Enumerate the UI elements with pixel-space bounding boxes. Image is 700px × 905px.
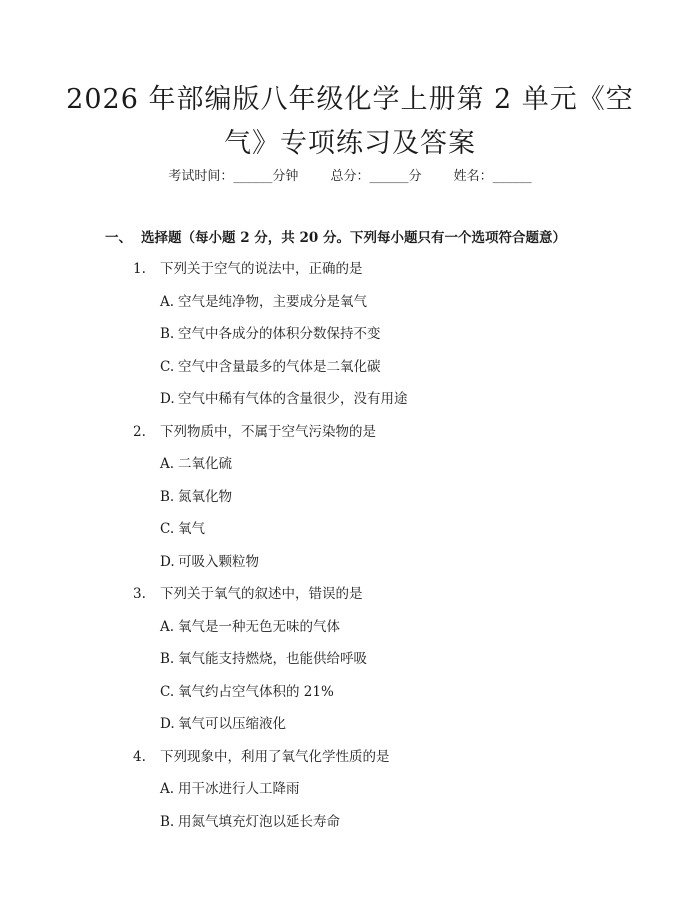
total-score-unit: 分: [408, 169, 422, 184]
option-label: D.: [160, 553, 175, 570]
option-label: B.: [160, 651, 175, 667]
exam-time-label: 考试时间：: [168, 169, 234, 184]
option-label: C.: [160, 521, 175, 537]
option-text: 氧气可以压缩液化: [178, 716, 286, 732]
section-number: 一、: [105, 230, 132, 246]
section-title: 选择题（每小题 2 分，共 20 分。下列每小题只有一个选项符合题意）: [141, 230, 566, 246]
exam-time-blank: ______: [233, 169, 273, 184]
question-text: 下列物质中，不属于空气污染物的是: [160, 423, 376, 440]
question-1-option-b: [0, 324, 700, 357]
question-2-option-c: [0, 519, 700, 552]
student-name-field: [454, 168, 532, 186]
option-label: A.: [160, 781, 175, 797]
option-label: A.: [160, 293, 175, 310]
question-text: 下列现象中，利用了氧气化学性质的是: [160, 748, 390, 765]
option-text: 空气中含量最多的气体是二氧化碳: [178, 358, 381, 375]
option-text: 空气中稀有气体的含量很少，没有用途: [178, 391, 408, 407]
option-text: 用氮气填充灯泡以延长寿命: [178, 813, 340, 830]
question-number: 4.: [133, 748, 146, 765]
title-line-1: 2026 年部编版八年级化学上册第 2 单元《空: [66, 84, 634, 115]
question-4-option-a: [0, 779, 700, 812]
option-label: B.: [160, 813, 175, 830]
total-score-blank: ______: [369, 169, 409, 184]
document-title: [0, 78, 700, 166]
question-3-option-d: [0, 714, 700, 747]
option-label: A.: [160, 618, 175, 635]
exam-info-row: [0, 168, 700, 186]
option-label: D.: [160, 716, 175, 732]
question-3-option-a: [0, 617, 700, 650]
section-heading: [105, 228, 566, 248]
question-2: [0, 422, 700, 455]
option-text: 空气中各成分的体积分数保持不变: [178, 326, 381, 342]
option-text: 可吸入颗粒物: [178, 553, 259, 570]
question-1: [0, 259, 700, 292]
option-label: D.: [160, 391, 175, 407]
question-text: 下列关于氧气的叙述中，错误的是: [160, 586, 363, 602]
exam-time-field: [168, 168, 298, 186]
question-number: 2.: [133, 423, 146, 440]
total-score-label: 总分：: [330, 169, 370, 184]
student-name-label: 姓名：: [453, 169, 493, 184]
option-text: 二氧化硫: [178, 456, 232, 472]
title-line-2: 气》专项练习及答案: [224, 128, 476, 159]
question-text: 下列关于空气的说法中，正确的是: [160, 261, 363, 277]
option-text: 空气是纯净物，主要成分是氧气: [178, 293, 367, 310]
question-list: [0, 259, 700, 844]
option-label: B.: [160, 326, 175, 342]
question-number: 1.: [133, 261, 146, 277]
option-text: 氮氧化物: [178, 488, 232, 505]
question-4: [0, 747, 700, 780]
option-label: A.: [160, 456, 175, 472]
option-label: C.: [160, 358, 175, 375]
question-2-option-b: [0, 487, 700, 520]
exam-time-unit: 分钟: [272, 169, 299, 184]
total-score-field: [330, 168, 421, 186]
question-3: [0, 584, 700, 617]
question-3-option-b: [0, 649, 700, 682]
option-text: 氧气能支持燃烧，也能供给呼吸: [178, 651, 367, 667]
option-text: 氧气是一种无色无味的气体: [178, 618, 340, 635]
option-label: B.: [160, 488, 175, 505]
option-text: 用干冰进行人工降雨: [178, 781, 300, 797]
option-text: 氧气约占空气体积的 21%: [178, 683, 334, 700]
question-1-option-d: [0, 389, 700, 422]
question-2-option-a: [0, 454, 700, 487]
question-4-option-b: [0, 812, 700, 845]
question-1-option-c: [0, 357, 700, 390]
question-number: 3.: [133, 586, 146, 602]
question-2-option-d: [0, 552, 700, 585]
option-text: 氧气: [178, 521, 205, 537]
option-label: C.: [160, 683, 175, 700]
question-1-option-a: [0, 292, 700, 325]
student-name-blank: ______: [492, 169, 532, 184]
question-3-option-c: [0, 682, 700, 715]
